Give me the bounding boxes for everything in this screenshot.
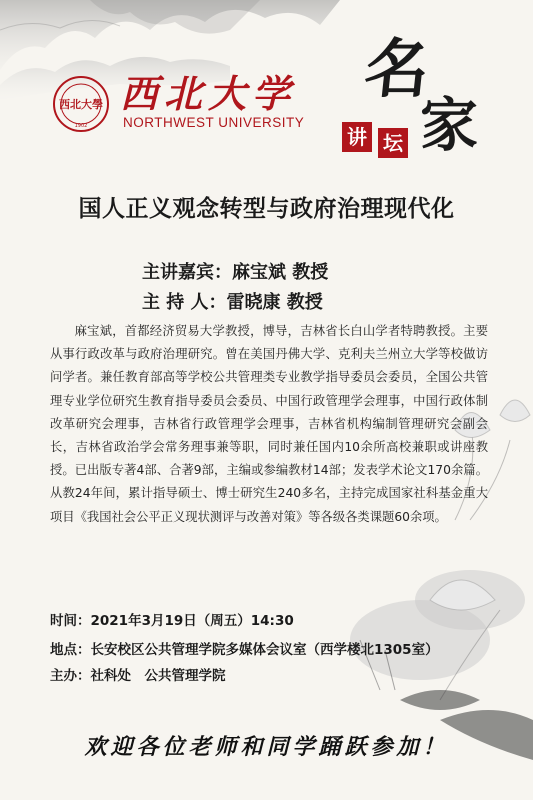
seal-text: 西北大學 bbox=[59, 98, 103, 111]
event-organizer: 主办：社科处 公共管理学院 bbox=[50, 668, 226, 684]
host-line: 主 持 人：雷晓康 教授 bbox=[142, 292, 323, 313]
brand-ming: 名 bbox=[361, 32, 433, 107]
seal-year: 1902 bbox=[74, 123, 88, 129]
brand-jiang-badge: 讲 bbox=[342, 122, 372, 152]
brand-jia: 家 bbox=[420, 91, 479, 159]
speaker-line: 主讲嘉宾：麻宝斌 教授 bbox=[142, 262, 329, 283]
lecture-title: 国人正义观念转型与政府治理现代化 bbox=[78, 195, 455, 222]
brand-tan-badge: 坛 bbox=[378, 128, 408, 158]
university-seal-logo bbox=[52, 75, 110, 133]
university-name-en: NORTHWEST UNIVERSITY bbox=[123, 115, 305, 130]
event-time: 时间：2021年3月19日（周五）14:30 bbox=[50, 613, 294, 629]
welcome-message: 欢迎各位老师和同学踊跃参加！ bbox=[84, 734, 449, 760]
university-name-cn: 西北大学 bbox=[120, 71, 297, 116]
event-place: 地点：长安校区公共管理学院多媒体会议室（西学楼北1305室） bbox=[50, 642, 439, 658]
speaker-bio: 麻宝斌，首都经济贸易大学教授，博导，吉林省长白山学者特聘教授。主要从事行政改革与政府治理研究。曾在美国丹佛大学、克利夫兰州立大学等校做访问学者。兼任教育部高等学校公共管理类专业教学指导委员会委员，全国公共管理专业学位研究生教育指导委员会委员、中国行政管理学会理事，中国行政体制改革研究会理事，吉林省行政管理学会理事，吉林省机构编制管理研究会副会长，吉林省政治学会常务理事兼等职，同时兼任国内10余所高校兼职或讲座教授。已出版专著4部、合著9部，主编或参编教材14部；发表学术论文170余篇。从教24年间，累计指导硕士、博士研究生240多名，主持完成国家社科基金重大项目《我国社会公平正义现状测评与改善对策》等各级各类课题60余项。 bbox=[50, 324, 488, 524]
